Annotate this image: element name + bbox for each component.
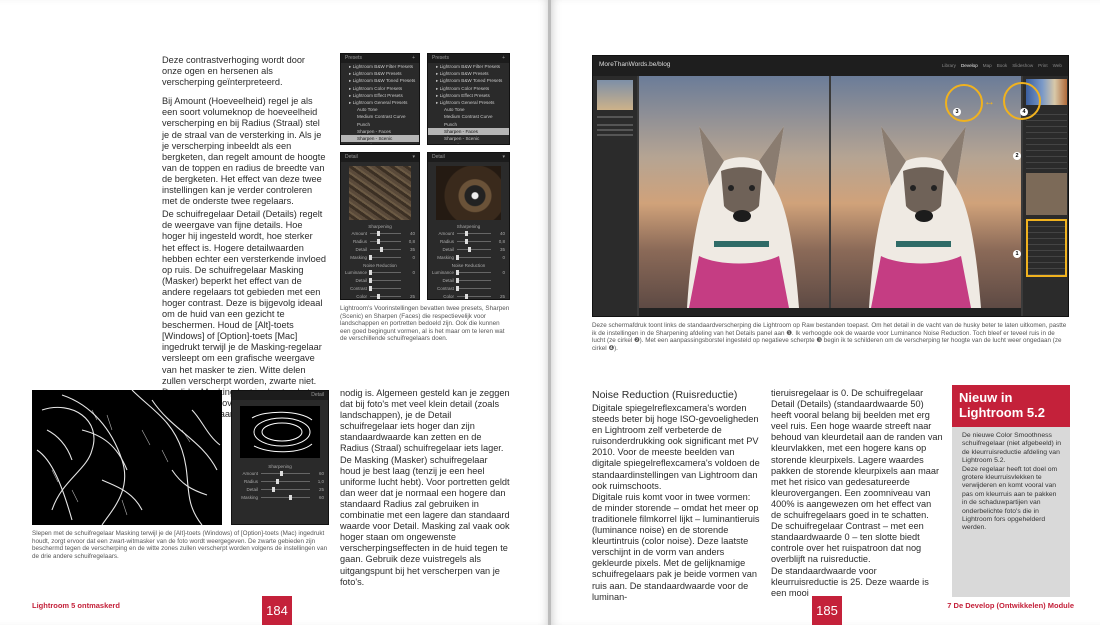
slider-track[interactable] xyxy=(370,288,401,289)
slider-track[interactable] xyxy=(370,249,401,250)
panel-header: Detail xyxy=(311,392,324,398)
panel-header: Detail xyxy=(345,154,358,160)
slider-label: Detail xyxy=(442,246,454,252)
presets-caption: Lightroom's Voorinstellingen bevatten twee presets, Sharpen (Scenic) en Sharpen (Faces) die respectievelijk voor landschappen en portretten bedoeld zijn. Ook die kunnen een goed begingunt vormen, al is het maar om te leren wat de verschillende schuifregelaars doen. xyxy=(340,305,510,343)
lr-filmstrip xyxy=(639,308,1021,317)
lr-identity-plate: MoreThanWords.be/blog xyxy=(599,61,671,68)
preset-item[interactable]: Sharpen - Faces xyxy=(357,128,391,134)
preset-item[interactable]: ▸ Lightroom General Presets xyxy=(349,99,408,105)
masking-preview-image xyxy=(32,390,222,525)
preset-item[interactable]: Sharpen - Faces xyxy=(428,128,509,135)
annotation-badge-3: 3 xyxy=(953,108,961,116)
presets-panel-right: Presets + ▸ Lightroom B&W Filter Presets ▸ Lightroom B&W Presets ▸ Lightroom B&W Toned Presets ▸ Lightroom Color Presets ▸ Lightroom Effect Presets ▸ Lightroom General Presets Auto Tone Medium Contrast Curve Punch Sharpen - Faces Sharpen - Scenic xyxy=(427,53,510,145)
module-tab-book[interactable]: Book xyxy=(996,63,1008,68)
detail-panel-highlight xyxy=(1026,219,1067,277)
screenshot-caption: Deze schermafdruk toont links de standaardverscherping die Lightroom op Raw bestanden toepast. Om het detail in de vacht van de husky beter te laten uitkomen, pastte ik de instellingen in de Sharpening afdeling van het Details panel aan ❶. Ik verhoogde ook de waarde voor Luminance Noise Reduction. Toch bleef er teveel ruis in de lucht (ze cirkel ❷). Met een aanpassingsborstel ingesteld op negatieve scherpte ❸ begin ik te schilderen om de verscherping ter hoogte van de lucht weer ongedaan (ze cirkel ❹). xyxy=(592,322,1067,352)
slider-track[interactable] xyxy=(261,489,310,490)
slider-row[interactable] xyxy=(432,245,505,253)
slider-label: Amount xyxy=(242,470,258,476)
slider-row[interactable] xyxy=(432,268,505,276)
right-col2-text: tieruisregelaar is 0. De schuifregelaar Detail (Details) (standaardwaarde 50) heeft vooral belang bij beelden met erg veel ruis. Een hoge waarde streeft naar behoud van kleurdetail aan de randen van kleurvlakken, met een hogere kans op storende kleurpixels. Lagere waardes pakken de storende kleurpixels aan maar met het risico van gedesatureerde kleurovergangen. Een zoomniveau van 400% is aangewezen om het effect van de schuifregelaars goed in te schatten. De schuifregelaar Contrast – met een standaardwaarde 0 – ten slotte biedt controle over het ruispatroon dat nog overblijft na ruisreductie. De standaardwaarde voor kleurruisreductie is 25. Deze waarde is een mooi xyxy=(771,388,943,598)
slider-track[interactable] xyxy=(261,473,310,474)
footer-title: Lightroom 5 ontmaskerd xyxy=(32,601,120,610)
section-title: Noise Reduction (Ruisreductie) xyxy=(592,389,738,401)
preset-item[interactable]: Auto Tone xyxy=(444,107,465,113)
slider-label: Masking xyxy=(350,254,367,260)
preset-item[interactable]: ▸ Lightroom Color Presets xyxy=(349,85,403,91)
lr-topbar xyxy=(593,56,1068,76)
slider-knob[interactable] xyxy=(456,255,459,260)
slider-knob[interactable] xyxy=(377,231,380,236)
arrow-icon: ↔ xyxy=(984,96,995,108)
page-number: 185 xyxy=(812,596,842,625)
slider-row[interactable] xyxy=(432,276,505,284)
slider-knob[interactable] xyxy=(465,239,468,244)
slider-knob[interactable] xyxy=(465,231,468,236)
slider-label: Contrast xyxy=(436,285,454,291)
slider-label: Detail xyxy=(355,246,367,252)
slider-row[interactable] xyxy=(345,245,415,253)
slider-value: 25 xyxy=(409,293,415,299)
slider-track[interactable] xyxy=(261,497,310,498)
section-label: Sharpening xyxy=(368,224,392,229)
slider-knob[interactable] xyxy=(369,286,372,291)
preset-item[interactable]: Sharpen - Scenic xyxy=(341,135,419,142)
page-number: 184 xyxy=(262,596,292,625)
slider-row[interactable] xyxy=(236,477,324,485)
before-photo xyxy=(639,76,829,308)
slider-row[interactable] xyxy=(345,276,415,284)
slider-label: Detail xyxy=(355,277,367,283)
slider-knob[interactable] xyxy=(272,487,275,492)
slider-track[interactable] xyxy=(370,257,401,258)
preset-item[interactable]: ▸ Lightroom General Presets xyxy=(436,99,495,105)
section-label: Noise Reduction xyxy=(451,263,486,268)
slider-knob[interactable] xyxy=(280,471,283,476)
preset-item[interactable]: ▸ Lightroom B&W Toned Presets xyxy=(349,78,416,84)
slider-track[interactable] xyxy=(457,257,491,258)
slider-knob[interactable] xyxy=(369,278,372,283)
mask-preview-image xyxy=(240,406,320,458)
annotation-badge-2: 2 xyxy=(1013,152,1021,160)
paragraph: De schuifregelaar Detail (Details) regelt de weergave van fijne details. Hoe hoger hij ingesteld wordt, hoe sterker het effect is. Hogere detailwaarden hebben echter een versterkende invloed op ruis. De schuifregelaar Masking (Masker) beperkt het effect van de andere regelaars tot gebieden met een hoger contrast. Deze is bijgevolg ideaal om de huid van een gezicht te beschermen. Houd de [Alt]-toets [Windows] of [Option]-toets [Mac] ingedrukt terwijl je de Masking-regelaar versleept om een grafische weergave van het masker te zien. Witte delen zullen verscherpt worden, zwarte niet. waar xyxy=(162,209,326,419)
slider-value: 0,8 xyxy=(408,238,415,244)
slider-label: Amount xyxy=(351,230,367,236)
panel-header: Presets xyxy=(345,55,362,61)
slider-track[interactable] xyxy=(370,272,401,273)
slider-value: 25 xyxy=(499,293,505,299)
slider-row[interactable] xyxy=(236,485,324,493)
lr-module-picker xyxy=(942,63,1062,68)
slider-track[interactable] xyxy=(457,249,491,250)
panel-header: Presets xyxy=(432,55,449,61)
slider-row[interactable] xyxy=(345,253,415,261)
slider-track[interactable] xyxy=(457,272,491,273)
slider-row[interactable] xyxy=(345,292,415,300)
slider-label: Radius xyxy=(439,238,454,244)
slider-row[interactable] xyxy=(432,237,505,245)
slider-value: 1,0 xyxy=(317,478,324,484)
preset-item[interactable]: Medium Contrast Curve xyxy=(357,114,406,120)
slider-track[interactable] xyxy=(261,481,310,482)
module-tab-web[interactable]: Web xyxy=(1052,63,1062,68)
slider-label: Detail xyxy=(442,277,454,283)
section-label: Noise Reduction xyxy=(363,263,397,268)
detail-panel-left: Detail ▾ Sharpening Amount 40 Radius 0,8 Detail 35 Masking 0 Noise Reduction Luminance 0 Detail Contrast Color 25 xyxy=(340,152,420,300)
slider-track[interactable] xyxy=(457,233,491,234)
module-tab-map[interactable]: Map xyxy=(982,63,992,68)
slider-value: 35 xyxy=(499,246,505,252)
slider-row[interactable] xyxy=(345,268,415,276)
slider-value: 40 xyxy=(499,230,505,236)
slider-value: 0 xyxy=(412,254,415,260)
slider-value: 40 xyxy=(409,230,415,236)
slider-label: Amount xyxy=(438,230,454,236)
preset-item[interactable]: ▸ Lightroom Effect Presets xyxy=(349,92,403,98)
slider-row[interactable] xyxy=(432,253,505,261)
slider-row[interactable] xyxy=(432,284,505,292)
slider-row[interactable] xyxy=(236,493,324,501)
preset-item[interactable]: Punch xyxy=(357,121,371,127)
right-col1-text: Digitale spiegelreflexcamera's worden steeds beter bij hoge ISO-gevoeligheden en Lightroom zelf verbeterde de ruisonderdrukking ook significant met PV 2010. Voor de meeste beelden van digitale spiegelreflexcamera's voldoen de standaardinstellingen van Lightroom dan ook ruimschoots. Digitale ruis komt voor in twee vormen: de minder storende – omdat het meer op traditionele filmkorrel lijkt – luminantieruis (luminance noise) en de storende kleurtintruis (color noise). Deze laatste verschijnt in de vorm van anders gekleurde pixels. Met de gelijknamige schuifregelaars pak je beide vormen van ruis aan. De standaardwaarde voor de luminan- xyxy=(592,403,760,602)
footer-title: 7 De Develop (Ontwikkelen) Module xyxy=(947,601,1074,610)
slider-knob[interactable] xyxy=(456,270,459,275)
left-col2-text: nodig is. Algemeen gesteld kan je zeggen dat bij foto's met veel klein detail (zoals landschappen), je de Detail schuifregelaar iets hoger dan zijn standaardwaarde kan zetten en de Radius (Straal) schuifregelaar iets lager. De Masking (Masker) schuifregelaar houd je best laag (tenzij je een heel uniforme lucht hebt). Voor portretten geldt dan weer dat je normaal een hogere dan standaard Radius zal gebruiken in combinatie met een lagere dan standaard waarde voor Detail. Masking zal vaak ook hoger staan om ongewenste verscherpingseffecten in de huid tegen te gaan. Gebruik deze vuistregels als uitgangspunt bij het verscherpen van je foto's. xyxy=(340,388,510,587)
slider-row[interactable] xyxy=(345,229,415,237)
sharpening-sliders xyxy=(341,229,419,261)
slider-label: Radius xyxy=(352,238,367,244)
noise-sliders xyxy=(341,268,419,300)
lightroom-window xyxy=(592,55,1069,317)
masking-detail-panel xyxy=(231,390,329,525)
annotation-badge-4: 4 xyxy=(1020,108,1028,116)
slider-value: 0 xyxy=(412,269,415,275)
presets-panel-left: Presets + ▸ Lightroom B&W Filter Presets ▸ Lightroom B&W Presets ▸ Lightroom B&W Toned Presets ▸ Lightroom Color Presets ▸ Lightroom Effect Presets ▸ Lightroom General Presets Auto Tone Medium Contrast Curve Punch Sharpen - Faces Sharpen - Scenic xyxy=(340,53,420,145)
annotation-badge-1: 1 xyxy=(1013,250,1021,258)
module-tab-library[interactable]: Library xyxy=(941,63,956,68)
slider-value: 0,8 xyxy=(498,238,505,244)
slider-label: Contrast xyxy=(349,285,367,291)
slider-value: 0 xyxy=(502,254,505,260)
slider-knob[interactable] xyxy=(380,247,383,252)
slider-label: Masking xyxy=(437,254,454,260)
slider-knob[interactable] xyxy=(465,294,468,299)
detail-panel-right: Detail ▾ Sharpening Amount 40 Radius 0,8 Detail 35 Masking 0 Noise Reduction Luminance 0 Detail Contrast Color 25 xyxy=(427,152,510,300)
paragraph: Deze contrastverhoging wordt door onze ogen en hersenen als verscherping geïnterpreteerd. xyxy=(162,55,305,88)
slider-value: 60 xyxy=(318,494,324,500)
masking-sliders xyxy=(232,469,328,501)
slider-value: 60 xyxy=(318,470,324,476)
slider-knob[interactable] xyxy=(289,495,292,500)
preset-item[interactable]: ▸ Lightroom B&W Filter Presets xyxy=(349,64,414,69)
left-col1-text xyxy=(162,55,327,428)
slider-row[interactable] xyxy=(345,284,415,292)
slider-label: Luminance xyxy=(432,269,455,275)
preset-item[interactable]: Auto Tone xyxy=(357,107,378,113)
module-tab-slideshow[interactable]: Slideshow xyxy=(1012,63,1034,68)
sidebar-text: De nieuwe Color Smoothness schuifregelaar (niet afgebeeld) in de kleurruisreductie afdeling van Lightroom 5.2. Deze regelaar heeft tot doel om grotere kleurruisvlekken te verwijderen en komt vooral van pas om kleurruis aan te pakken in de schaduwpartijen van onderbelichte foto's die in Lightroom fors opgehelderd werden. xyxy=(962,432,1061,532)
slider-track[interactable] xyxy=(370,296,401,297)
slider-value: 0 xyxy=(502,269,505,275)
slider-label: Masking xyxy=(241,494,258,500)
sidebar-title: Nieuw in Lightroom 5.2 xyxy=(952,385,1070,427)
sharpening-sliders xyxy=(428,229,509,261)
paragraph: Bij Amount (Hoeveelheid) regel je als een soort volumeknop de hoeveelheid verscherping en bij Radius (Straal) stel je de straal van de versterking in. Als je je verscherping inbeeldt als een bergketen, dan regelt amount de hoogte van de toppen en radius de breedte van de bergketen. Het effect van deze twee instellingen kan je verder controleren met de onderste twee regelaars. xyxy=(162,96,326,207)
slider-row[interactable] xyxy=(345,237,415,245)
slider-knob[interactable] xyxy=(456,286,459,291)
slider-row[interactable] xyxy=(432,292,505,300)
annotation-circle-3 xyxy=(945,84,983,122)
module-tab-print[interactable]: Print xyxy=(1038,63,1048,68)
slider-value: 35 xyxy=(409,246,415,252)
slider-track[interactable] xyxy=(457,288,491,289)
noise-sliders xyxy=(428,268,509,300)
slider-track[interactable] xyxy=(370,233,401,234)
slider-track[interactable] xyxy=(370,241,401,242)
preset-item[interactable]: Sharpen - Scenic xyxy=(444,135,480,141)
preset-item[interactable] xyxy=(341,142,419,145)
section-label: Sharpening xyxy=(268,464,292,469)
slider-track[interactable] xyxy=(370,280,401,281)
slider-knob[interactable] xyxy=(377,294,380,299)
slider-knob[interactable] xyxy=(377,239,380,244)
panel-header: Detail xyxy=(432,154,445,160)
preset-item[interactable] xyxy=(428,142,509,145)
slider-label: Detail xyxy=(246,486,258,492)
slider-label: Luminance xyxy=(345,269,368,275)
slider-value: 25 xyxy=(318,486,324,492)
slider-row[interactable] xyxy=(432,229,505,237)
lr-left-panel xyxy=(593,76,637,317)
slider-track[interactable] xyxy=(457,241,491,242)
slider-knob[interactable] xyxy=(369,255,372,260)
slider-knob[interactable] xyxy=(468,247,471,252)
preset-item[interactable]: ▸ Lightroom B&W Filter Presets xyxy=(436,64,501,69)
slider-label: Color xyxy=(356,293,367,299)
slider-track[interactable] xyxy=(457,296,491,297)
preset-item[interactable]: ▸ Lightroom B&W Toned Presets xyxy=(436,78,503,84)
slider-knob[interactable] xyxy=(276,479,279,484)
preset-item[interactable]: ▸ Lightroom B&W Presets xyxy=(349,71,402,77)
preset-item[interactable]: ▸ Lightroom Effect Presets xyxy=(436,92,490,98)
section-label: Sharpening xyxy=(456,224,481,229)
left-page xyxy=(0,0,549,625)
detail-preview-image xyxy=(349,166,411,220)
slider-label: Color xyxy=(443,293,454,299)
slider-knob[interactable] xyxy=(369,270,372,275)
eye-preview-image xyxy=(436,166,501,220)
slider-knob[interactable] xyxy=(456,278,459,283)
slider-row[interactable] xyxy=(236,469,324,477)
right-page xyxy=(551,0,1100,625)
after-photo xyxy=(831,76,1021,308)
module-tab-develop[interactable]: Develop xyxy=(960,63,978,68)
preset-item[interactable]: ▸ Lightroom Color Presets xyxy=(436,85,490,91)
slider-label: Radius xyxy=(243,478,258,484)
new-in-sidebar xyxy=(952,385,1070,597)
preset-item[interactable]: ▸ Lightroom B&W Presets xyxy=(436,71,489,77)
slider-track[interactable] xyxy=(457,280,491,281)
masking-caption: Slepen met de schuifregelaar Masking terwijl je de [Alt]-toets (Windows) of [Option]-toets (Mac) ingedrukt houdt, zorgt ervoor dat een zwart-witmasker van de foto wordt weergegeven. De zwarte gebieden zijn beschermd tegen de verscherping en de witte zones zullen verscherpt worden volgens de instellingen van de drie andere schuifregelaars. xyxy=(32,530,328,560)
preset-item[interactable]: Punch xyxy=(444,121,458,127)
preset-item[interactable]: Medium Contrast Curve xyxy=(444,114,493,120)
